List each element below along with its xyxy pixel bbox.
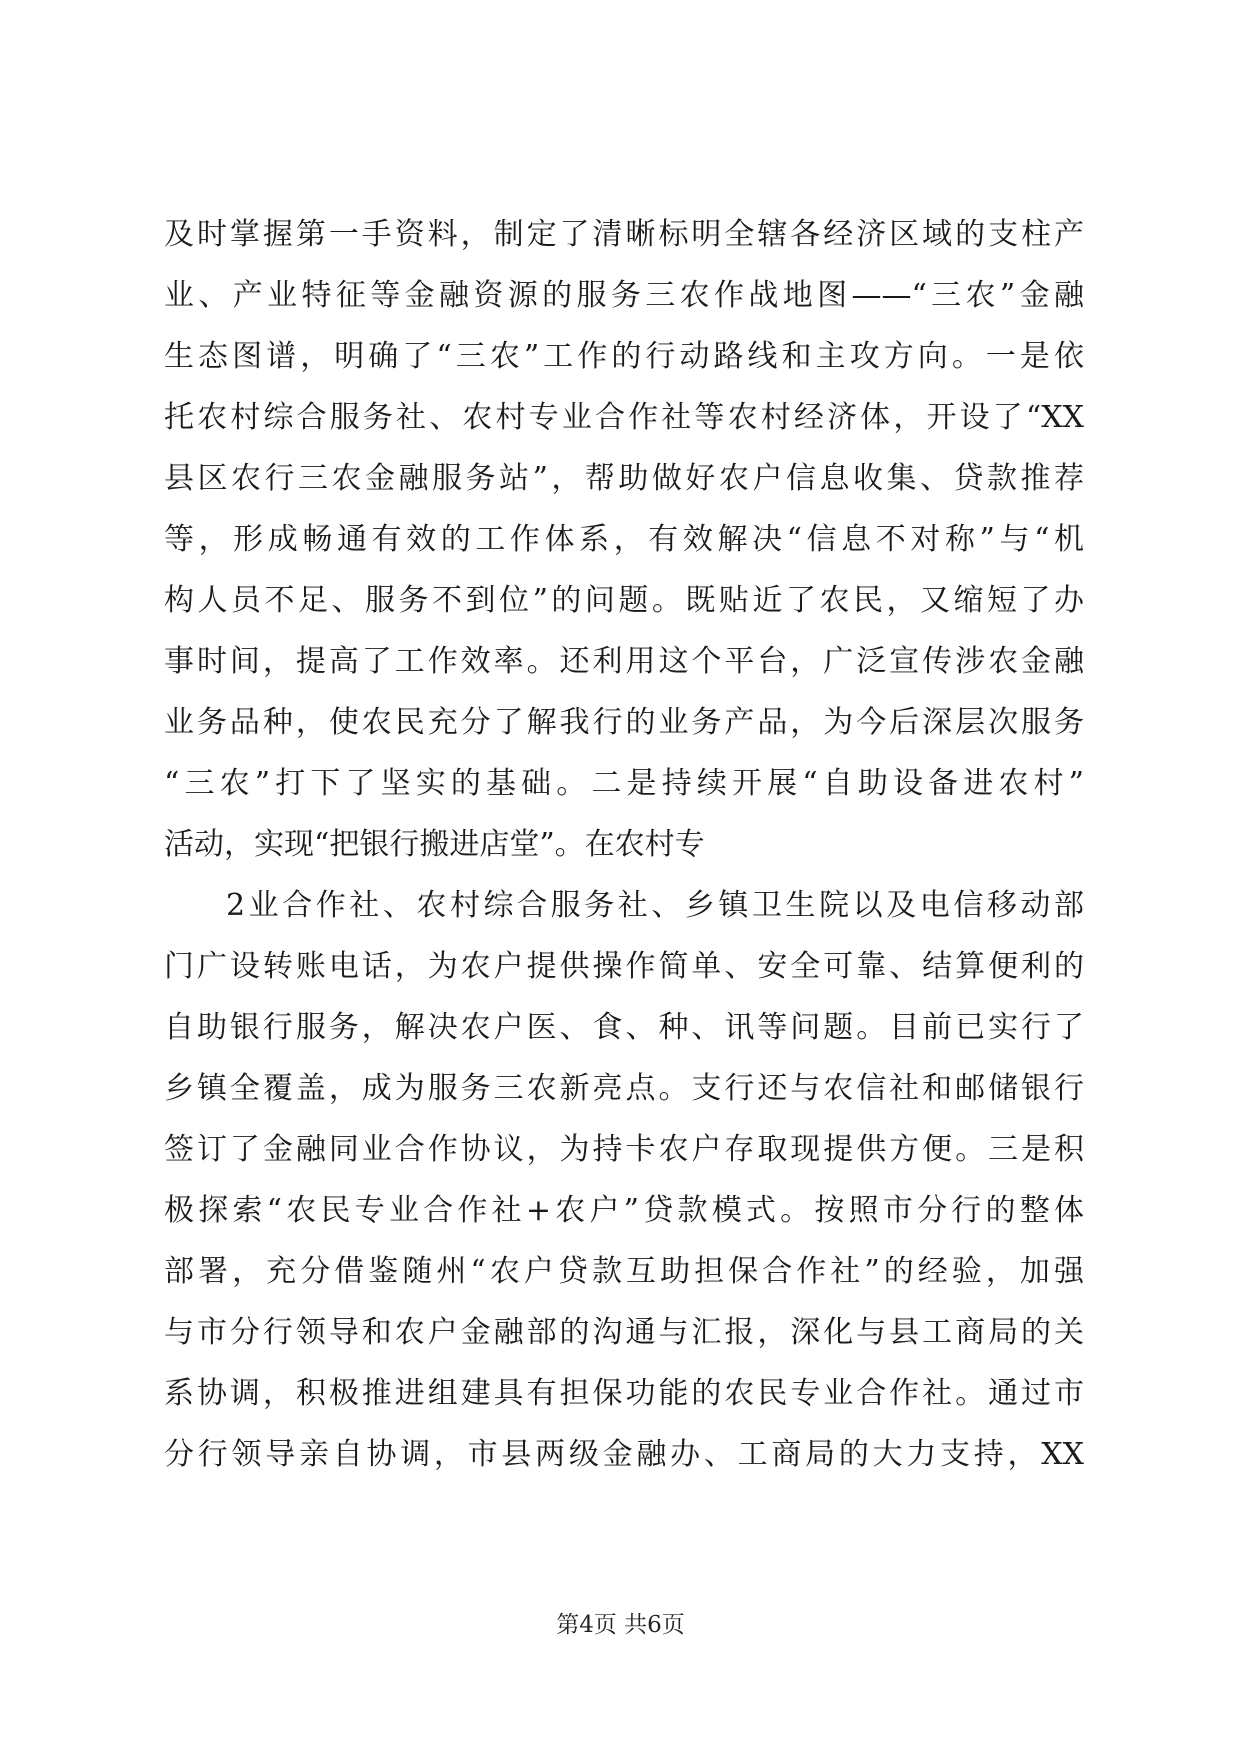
text-line: 与市分行领导和农户金融部的沟通与汇报，深化与县工商局的关 (164, 1315, 1084, 1350)
text-line: 极探索“农民专业合作社+农户”贷款模式。按照市分行的整体 (164, 1193, 1084, 1228)
text-line: 托农村综合服务社、农村专业合作社等农村经济体，开设了“XX (164, 400, 1084, 435)
text-line: 县区农行三农金融服务站”，帮助做好农户信息收集、贷款推荐 (164, 461, 1084, 496)
text-line: 事时间，提高了工作效率。还利用这个平台，广泛宣传涉农金融 (164, 644, 1084, 679)
text-line: 业、产业特征等金融资源的服务三农作战地图——“三农”金融 (164, 278, 1084, 313)
text-line: 部署，充分借鉴随州“农户贷款互助担保合作社”的经验，加强 (164, 1254, 1084, 1289)
text-line: 等，形成畅通有效的工作体系，有效解决“信息不对称”与“机 (164, 522, 1084, 557)
text-line: 分行领导亲自协调，市县两级金融办、工商局的大力支持，XX (164, 1437, 1084, 1472)
text-line: 门广设转账电话，为农户提供操作简单、安全可靠、结算便利的 (164, 949, 1084, 984)
paragraph-1 (164, 204, 1084, 875)
text-line: “三农”打下了坚实的基础。二是持续开展“自助设备进农村” (164, 766, 1084, 801)
text-line: 乡镇全覆盖，成为服务三农新亮点。支行还与农信社和邮储银行 (164, 1071, 1084, 1106)
text-line: 签订了金融同业合作协议，为持卡农户存取现提供方便。三是积 (164, 1132, 1084, 1167)
text-line: 活动，实现“把银行搬进店堂”。在农村专 (164, 827, 705, 862)
text-line: 业务品种，使农民充分了解我行的业务产品，为今后深层次服务 (164, 705, 1084, 740)
paragraph-2 (164, 875, 1084, 1485)
text-line: 构人员不足、服务不到位”的问题。既贴近了农民，又缩短了办 (164, 583, 1084, 618)
text-line: 系协调，积极推进组建具有担保功能的农民专业合作社。通过市 (164, 1376, 1084, 1411)
text-line: 2业合作社、农村综合服务社、乡镇卫生院以及电信移动部 (226, 888, 1084, 923)
page-footer (0, 1610, 1241, 1640)
text-line: 生态图谱，明确了“三农”工作的行动路线和主攻方向。一是依 (164, 339, 1084, 374)
document-body (164, 204, 1084, 1485)
text-line: 自助银行服务，解决农户医、食、种、讯等问题。目前已实行了 (164, 1010, 1084, 1045)
text-line: 及时掌握第一手资料，制定了清晰标明全辖各经济区域的支柱产 (164, 217, 1084, 252)
page-number-label: 第4页 共6页 (556, 1612, 685, 1638)
